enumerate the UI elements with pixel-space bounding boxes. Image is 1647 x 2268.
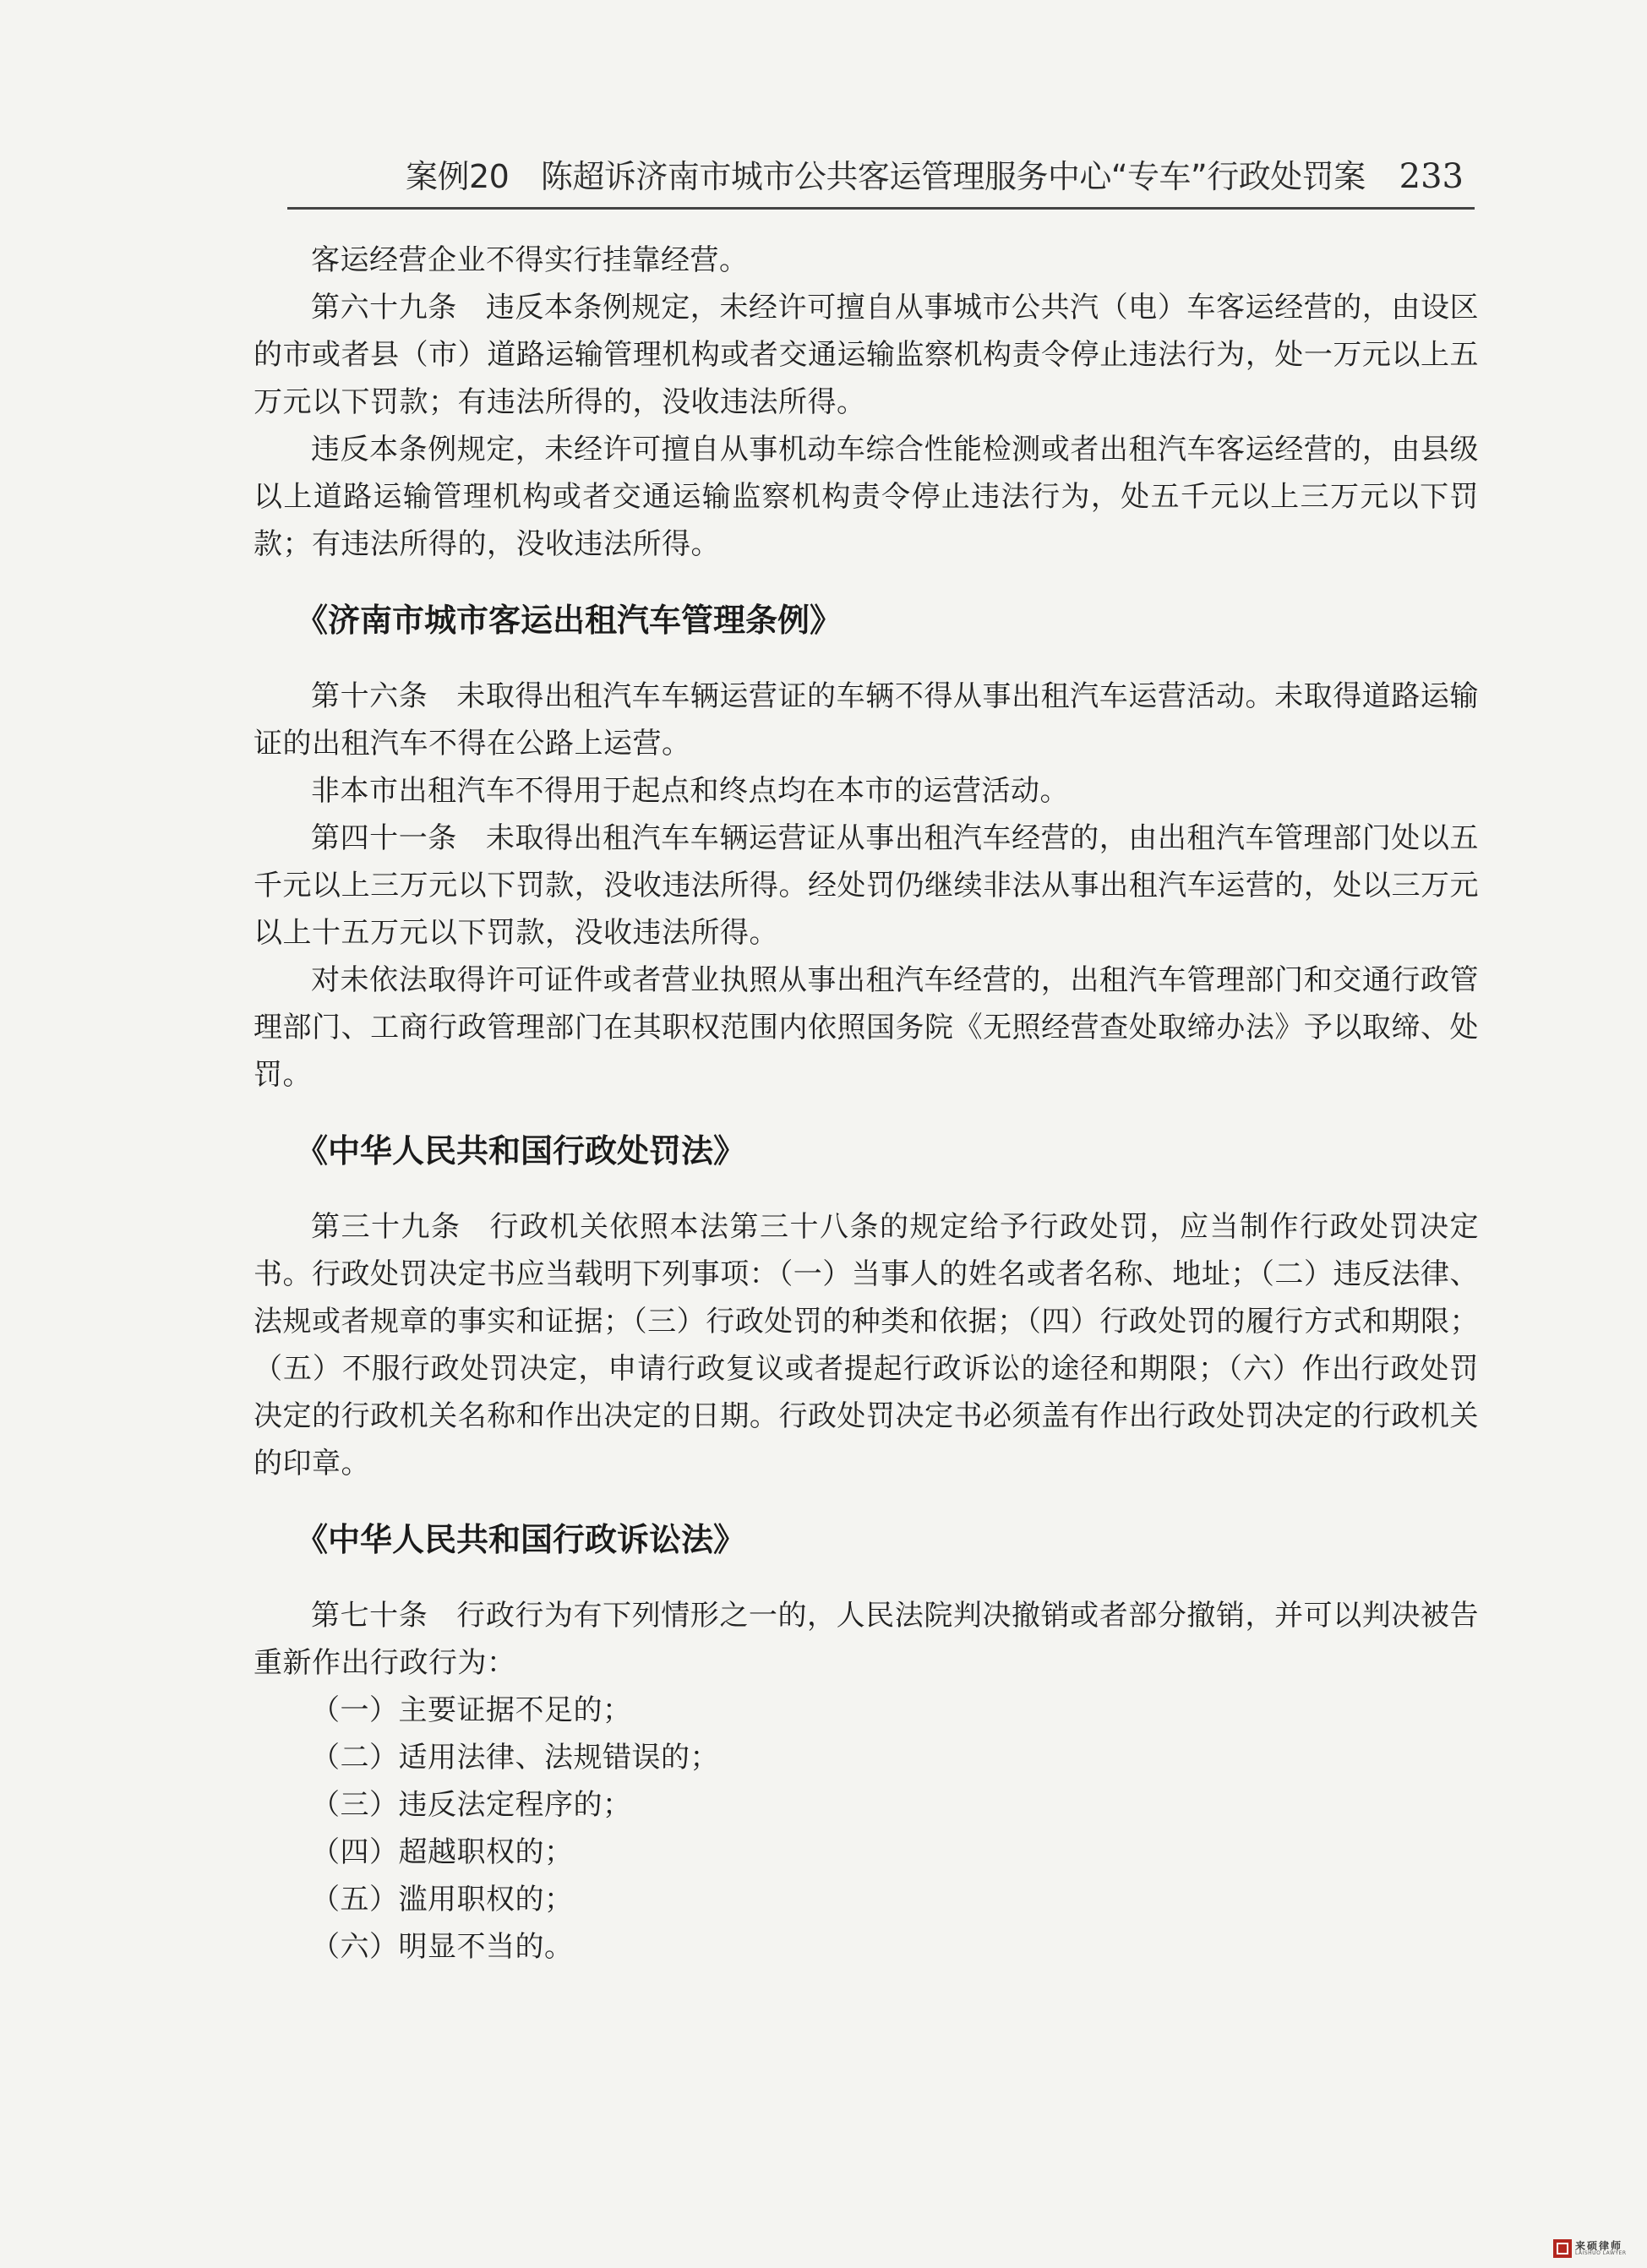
watermark-logo: [1553, 2238, 1641, 2259]
article-39: [254, 1203, 1479, 1487]
paragraph: 违反本条例规定，未经许可擅自从事机动车综合性能检测或者出租汽车客运经营的，由县级以上道路运输管理机构或者交通运输监察机构责令停止违法行为，处五千元以上三万元以下罚款；有违法所得的，没收违法所得。: [254, 433, 1479, 561]
paragraph: 客运经营企业不得实行挂靠经营。: [311, 243, 749, 277]
list-item: （五）滥用职权的；: [311, 1883, 574, 1916]
article-70: [254, 1592, 1479, 1687]
article-text: 行政行为有下列情形之一的，人民法院判决撤销或者部分撤销，并可以判决被告重新作出行政行为：: [254, 1599, 1479, 1680]
logo-mark-icon: [1553, 2239, 1572, 2258]
article-text: 行政机关依照本法第三十八条的规定给予行政处罚，应当制作行政处罚决定书。行政处罚决定书应当载明下列事项：（一）当事人的姓名或者名称、地址；（二）违反法律、法规或者规章的事实和证据；（三）行政处罚的种类和依据；（四）行政处罚的履行方式和期限；（五）不服行政处罚决定，申请行政复议或者提起行政诉讼的途径和期限；（六）作出行政处罚决定的行政机关名称和作出决定的日期。行政处罚决定书必须盖有作出行政处罚决定的行政机关的印章。: [254, 1210, 1479, 1480]
article-number: 第七十条: [311, 1599, 428, 1633]
page-number: 233: [1399, 157, 1464, 196]
logo-name: 来硕律师: [1575, 2240, 1623, 2252]
list-item: （六）明显不当的。: [311, 1930, 574, 1964]
article-41: [254, 815, 1479, 957]
article-69: [254, 284, 1479, 426]
article-text: 未取得出租汽车车辆运营证从事出租汽车经营的，由出租汽车管理部门处以五千元以上三万元以下罚款，没收违法所得。经处罚仍继续非法从事出租汽车运营的，处以三万元以上十五万元以下罚款，没收违法所得。: [254, 821, 1480, 950]
page-header: [406, 150, 1464, 197]
section-heading: 《济南市城市客运出租汽车管理条例》: [296, 602, 843, 639]
section-heading: 《中华人民共和国行政诉讼法》: [296, 1521, 746, 1558]
article-text: 未取得出租汽车车辆运营证的车辆不得从事出租汽车运营活动。未取得道路运输证的出租汽车不得在公路上运营。: [254, 679, 1479, 761]
logo-text: [1575, 2241, 1627, 2256]
running-title: 案例20 陈超诉济南市城市公共客运管理服务中心“专车”行政处罚案: [406, 158, 1366, 195]
list-item: （三）违反法定程序的；: [311, 1788, 632, 1822]
logo-name-en: LAISHUO LAWYER: [1575, 2250, 1627, 2256]
paragraph: 非本市出租汽车不得用于起点和终点均在本市的运营活动。: [311, 774, 1069, 808]
document-body: [254, 237, 1479, 1971]
list-item: （二）适用法律、法规错误的；: [311, 1741, 719, 1775]
article-16: [254, 673, 1479, 767]
article-number: 第四十一条: [311, 821, 457, 855]
article-number: 第十六条: [311, 679, 428, 713]
header-rule: [287, 207, 1475, 210]
paragraph: 对未依法取得许可证件或者营业执照从事出租汽车经营的，出租汽车管理部门和交通行政管理部门、工商行政管理部门在其职权范围内依照国务院《无照经营查处取缔办法》予以取缔、处罚。: [254, 963, 1479, 1092]
article-text: 违反本条例规定，未经许可擅自从事城市公共汽（电）车客运经营的，由设区的市或者县（市）道路运输管理机构或者交通运输监察机构责令停止违法行为，处一万元以上五万元以下罚款；有违法所得的，没收违法所得。: [254, 291, 1480, 419]
article-number: 第六十九条: [311, 291, 457, 324]
article-number: 第三十九条: [311, 1210, 461, 1244]
list-item: （四）超越职权的；: [311, 1835, 574, 1869]
list-item: （一）主要证据不足的；: [311, 1693, 632, 1727]
section-heading: 《中华人民共和国行政处罚法》: [296, 1132, 746, 1169]
